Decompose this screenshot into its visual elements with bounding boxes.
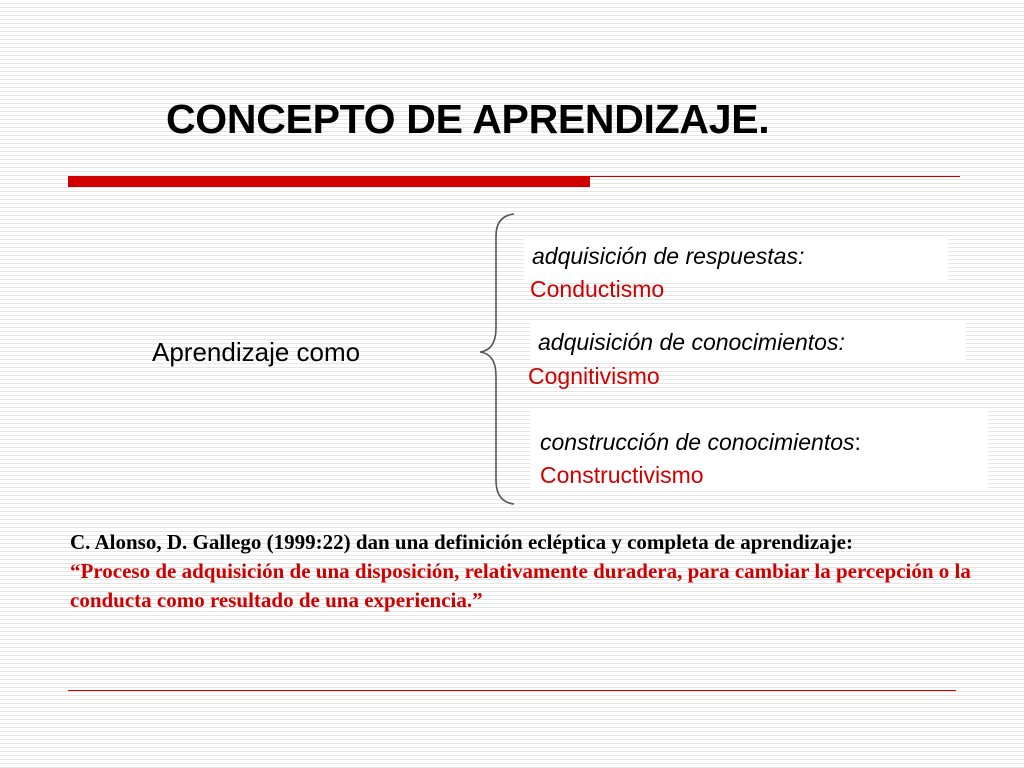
item-school: Constructivismo xyxy=(540,462,704,488)
lead-label: Aprendizaje como xyxy=(152,337,361,367)
item-term: adquisición de conocimientos: xyxy=(538,329,845,355)
citation-definition: “Proceso de adquisición de una disposición, relativamente duradera, para cambiar la percepción o la conducta como resultado de una experiencia.” xyxy=(70,559,971,612)
item-school: Cognitivismo xyxy=(528,363,660,389)
item-term-suffix: : xyxy=(854,429,861,455)
item-term: adquisición de respuestas: xyxy=(532,243,805,269)
curly-brace xyxy=(474,210,520,510)
title-accent-bar xyxy=(68,176,590,187)
slide-title: CONCEPTO DE APRENDIZAJE. xyxy=(166,96,770,142)
concept-item-conductismo xyxy=(524,236,948,302)
citation-intro: C. Alonso, D. Gallego (1999:22) dan una definición ecléptica y completa de aprendizaje: xyxy=(70,530,853,554)
item-school: Conductismo xyxy=(530,276,665,302)
concept-item-cognitivismo xyxy=(528,322,966,389)
title-accent-line xyxy=(590,176,960,177)
concept-item-constructivismo xyxy=(530,408,988,490)
item-term: construcción de conocimientos xyxy=(540,429,855,455)
footer-rule xyxy=(68,690,956,691)
citation-block xyxy=(70,528,980,615)
